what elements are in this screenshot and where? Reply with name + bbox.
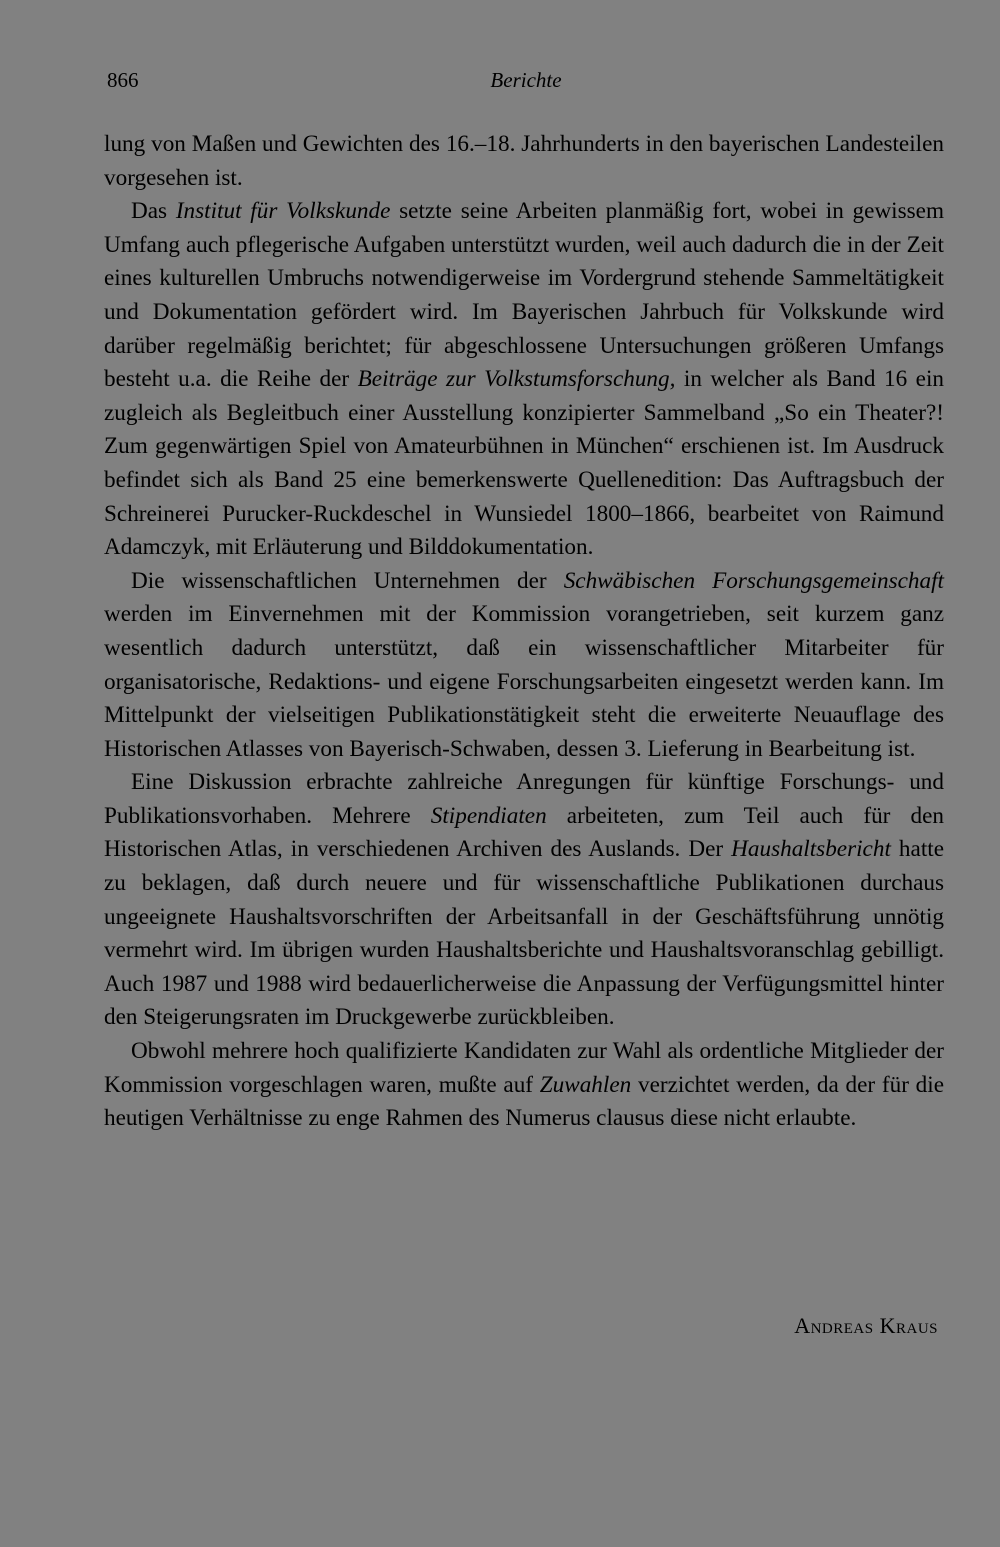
- paragraph: [104, 766, 944, 1035]
- italic-phrase: Institut für Volkskunde: [175, 198, 391, 225]
- italic-phrase: Haushaltsbericht: [731, 836, 891, 863]
- author-signature: Andreas Kraus: [794, 1313, 938, 1338]
- text-run: arbeiteten, zum Teil auch für den Historischen Atlas, in verschiedenen Archiven des Auslands. Der: [104, 802, 944, 863]
- page-number: 866: [107, 68, 139, 92]
- italic-phrase: Schwäbischen Forschungsgemeinschaft: [563, 567, 944, 594]
- text-run: Die wissenschaftlichen Unternehmen der: [131, 567, 564, 594]
- text-run: werden im Einvernehmen mit der Kommission vorangetrieben, seit kurzem ganz wesentlich dadurch unterstützt, daß ein wissenschaftlicher Mitarbeiter für organisatorische, Redaktions- und eigene Forschungsarbeiten eingesetzt werden kann. Im Mittelpunkt der vielseitigen Publikationstätigkeit steht die erweiterte Neuauflage des Historischen Atlasses von Bayerisch-Schwaben, dessen 3. Lieferung in Bearbeitung ist.: [104, 601, 944, 762]
- running-title: Berichte: [490, 68, 562, 92]
- text-run: Eine Diskussion erbrachte zahlreiche Anregungen für künftige Forschungs- und Publikationsvorhaben. Mehrere: [104, 769, 944, 829]
- text-run: Obwohl mehrere hoch qualifizierte Kandidaten zur Wahl als ordentliche Mitglieder der Kommission vorgeschlagen waren, mußte auf: [104, 1038, 944, 1098]
- body-text: [104, 128, 944, 1136]
- text-run: hatte zu beklagen, daß durch neuere und für wissenschaftliche Publikationen durchaus ungeeignete Haushaltsvorschriften der Arbeitsanfall in der Geschäftsführung unnötig vermehrt wird. Im übrigen wurden Haushaltsberichte und Haushaltsvoranschlag gebilligt. Auch 1987 und 1988 wird bedauerlicherweise die Anpassung der Verfügungsmittel hinter den Steigerungsraten im Druckgewerbe zurückbleiben.: [104, 836, 944, 1031]
- paragraph: [104, 128, 944, 195]
- text-run: in welcher als Band 16 ein zugleich als Begleitbuch einer Ausstellung konzipierter Sammelband „So ein Theater?! Zum gegenwärtigen Spiel von Amateurbühnen in München“ erschienen ist. Im Ausdruck befindet sich als Band 25 eine bemerkenswerte Quellenedition: Das Auftragsbuch der Schreinerei Purucker-Ruckdeschel in Wunsiedel 1800–1866, bearbeitet von Raimund Adamczyk, mit Erläuterung und Bilddokumentation.: [104, 366, 944, 561]
- italic-phrase: Beiträge zur Volkstumsforschung,: [357, 366, 676, 393]
- text-run: Das: [131, 198, 176, 225]
- paragraph: [104, 195, 944, 565]
- text-run: lung von Maßen und Gewichten des 16.–18. Jahrhunderts in den bayerischen Landesteilen vorgesehen ist.: [104, 131, 944, 191]
- italic-phrase: Zuwahlen: [539, 1071, 632, 1098]
- text-run: setzte seine Arbeiten planmäßig fort, wobei in gewissem Umfang auch pflegerische Aufgaben unterstützt wurden, weil auch dadurch die in der Zeit eines kulturellen Umbruchs notwendigerweise im Vordergrund stehende Sammeltätigkeit und Dokumentation gefördert wird. Im Bayerischen Jahrbuch für Volkskunde wird darüber regelmäßig berichtet; für abgeschlossene Untersuchungen größeren Umfangs besteht u.a. die Reihe der: [104, 198, 945, 393]
- page-header: [107, 68, 945, 98]
- text-run: verzichtet werden, da der für die heutigen Verhältnisse zu enge Rahmen des Numerus clausus diese nicht erlaubte.: [104, 1071, 944, 1132]
- italic-phrase: Stipendiaten: [430, 802, 547, 829]
- paragraph: [104, 1035, 944, 1136]
- paragraph: [104, 565, 944, 767]
